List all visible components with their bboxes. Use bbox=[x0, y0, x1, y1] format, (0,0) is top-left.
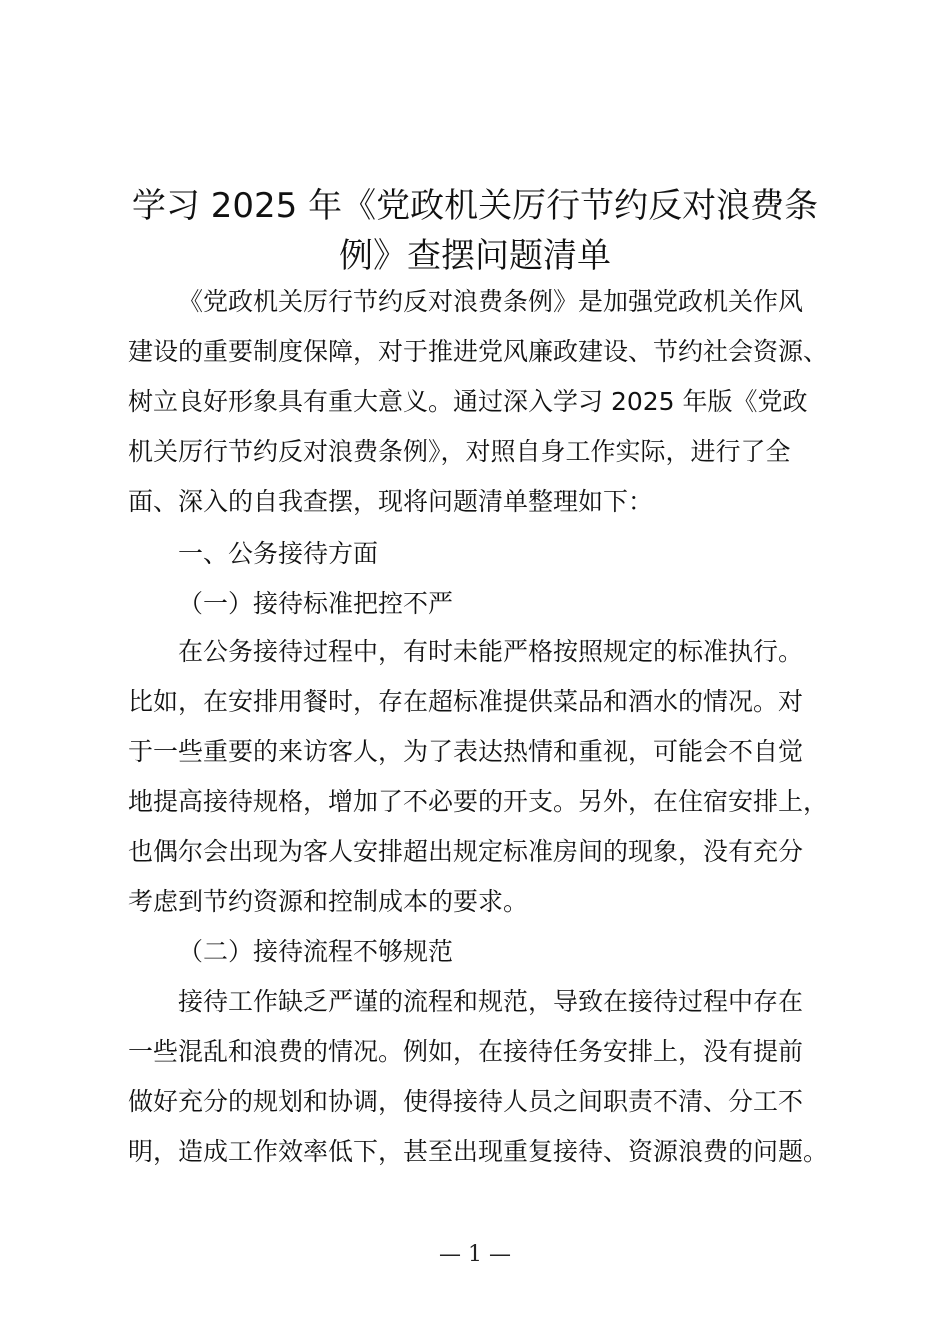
paragraph-1-line-4: 地提高接待规格，增加了不必要的开支。另外，在住宿安排上， bbox=[128, 787, 829, 816]
title-line-1: 学习 2025 年《党政机关厉行节约反对浪费条 bbox=[131, 186, 819, 226]
paragraph-1-line-5: 也偶尔会出现为客人安排超出规定标准房间的现象，没有充分 bbox=[128, 837, 804, 866]
paragraph-2-line-1: 接待工作缺乏严谨的流程和规范，导致在接待过程中存在 bbox=[178, 987, 804, 1016]
paragraph-1-line-2: 比如，在安排用餐时，存在超标准提供菜品和酒水的情况。对 bbox=[128, 687, 804, 716]
intro-line-4: 机关厉行节约反对浪费条例》，对照自身工作实际，进行了全 bbox=[128, 437, 791, 466]
intro-line-5: 面、深入的自我查摆，现将问题清单整理如下： bbox=[128, 487, 654, 516]
subheading-2: （二）接待流程不够规范 bbox=[178, 937, 454, 966]
paragraph-1-line-6: 考虑到节约资源和控制成本的要求。 bbox=[128, 887, 529, 916]
paragraph-2-line-4: 明，造成工作效率低下，甚至出现重复接待、资源浪费的问题。 bbox=[128, 1137, 829, 1166]
intro-line-3: 树立良好形象具有重大意义。通过深入学习 2025 年版《党政 bbox=[128, 387, 808, 416]
paragraph-1-line-3: 于一些重要的来访客人，为了表达热情和重视，可能会不自觉 bbox=[128, 737, 804, 766]
paragraph-1-line-1: 在公务接待过程中，有时未能严格按照规定的标准执行。 bbox=[178, 637, 804, 666]
document-title bbox=[128, 181, 822, 281]
intro-line-1: 《党政机关厉行节约反对浪费条例》是加强党政机关作风 bbox=[178, 287, 804, 316]
subheading-1: （一）接待标准把控不严 bbox=[178, 589, 454, 618]
page-number: — 1 — bbox=[439, 1242, 511, 1267]
section-heading-1: 一、公务接待方面 bbox=[178, 539, 379, 568]
paragraph-2-line-3: 做好充分的规划和协调，使得接待人员之间职责不清、分工不 bbox=[128, 1087, 804, 1116]
paragraph-2-line-2: 一些混乱和浪费的情况。例如，在接待任务安排上，没有提前 bbox=[128, 1037, 804, 1066]
intro-line-2: 建设的重要制度保障，对于推进党风廉政建设、节约社会资源、 bbox=[128, 337, 829, 366]
title-line-2: 例》查摆问题清单 bbox=[339, 236, 611, 276]
